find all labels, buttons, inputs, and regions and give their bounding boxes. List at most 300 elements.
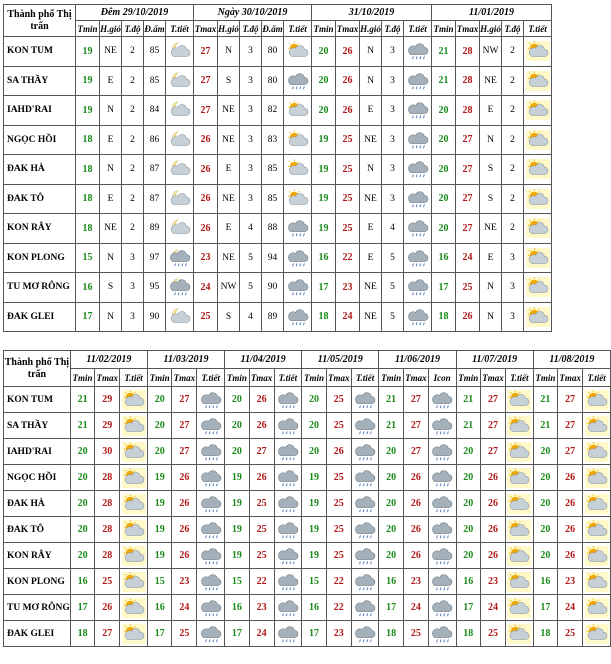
city-name: NGỌC HỒI (4, 465, 71, 491)
cell-value: 3 (382, 155, 404, 185)
tmin-value: 19 (76, 66, 100, 96)
rain-icon (274, 491, 302, 517)
tmin-value: 21 (379, 413, 404, 439)
rain-icon (274, 465, 302, 491)
rain-icon (404, 273, 432, 303)
cell-value: 2 (502, 125, 524, 155)
tmax-value: 25 (194, 302, 218, 332)
tmin-value: 17 (456, 595, 481, 621)
tmin-value: 19 (225, 491, 250, 517)
cell-value: E (480, 96, 502, 126)
partly-sunny-icon (583, 439, 611, 465)
tmax-value: 25 (456, 273, 480, 303)
rain-icon (428, 465, 456, 491)
cell-value: E (218, 155, 240, 185)
rain-icon (284, 243, 312, 273)
cell-value: N (100, 243, 122, 273)
tmax-value: 28 (456, 96, 480, 126)
rain-icon (284, 273, 312, 303)
rain-icon (351, 621, 379, 647)
cell-value: 85 (144, 37, 166, 67)
column-header: H.gió (360, 21, 382, 37)
column-header: H.gió (218, 21, 240, 37)
cloudy-night-icon (166, 243, 194, 273)
tmax-value: 27 (194, 37, 218, 67)
tmax-value: 24 (336, 302, 360, 332)
table-row (4, 543, 611, 569)
tmin-value: 20 (456, 491, 481, 517)
cell-value: E (218, 214, 240, 244)
rain-icon (404, 243, 432, 273)
tmax-value: 30 (95, 439, 120, 465)
tmax-value: 24 (172, 595, 197, 621)
table-row (4, 66, 552, 96)
cell-value: 88 (262, 214, 284, 244)
tmax-value: 27 (403, 387, 428, 413)
cell-value: 2 (122, 37, 144, 67)
cell-value: 5 (240, 273, 262, 303)
tmin-value: 16 (432, 243, 456, 273)
tmax-value: 26 (558, 491, 583, 517)
rain-icon (428, 543, 456, 569)
cell-value: N (100, 96, 122, 126)
table-row (4, 621, 611, 647)
tmin-value: 15 (225, 569, 250, 595)
tmin-value: 19 (147, 491, 172, 517)
tmax-value: 28 (95, 491, 120, 517)
tmax-value: 27 (456, 214, 480, 244)
cell-value: NE (480, 66, 502, 96)
cell-value: 3 (240, 96, 262, 126)
tmin-value: 16 (533, 569, 558, 595)
tmin-value: 15 (147, 569, 172, 595)
tmax-value: 28 (456, 66, 480, 96)
column-header: Tmin (312, 21, 336, 37)
partly-sunny-icon (583, 465, 611, 491)
rain-icon (351, 439, 379, 465)
rain-icon (197, 387, 225, 413)
rain-icon (274, 413, 302, 439)
cell-value: E (100, 125, 122, 155)
tmin-value: 19 (76, 96, 100, 126)
tmin-value: 18 (76, 125, 100, 155)
column-header: Tmin (302, 369, 327, 387)
tmin-value: 16 (76, 273, 100, 303)
forecast-table-short-term (3, 4, 552, 332)
tmax-value: 26 (95, 595, 120, 621)
column-header: Tmin (456, 369, 481, 387)
tmin-value: 20 (456, 465, 481, 491)
tmax-value: 25 (326, 413, 351, 439)
tmin-value: 17 (312, 273, 336, 303)
cell-value: 3 (240, 66, 262, 96)
tmax-value: 28 (95, 517, 120, 543)
rain-icon (274, 439, 302, 465)
tmin-value: 20 (379, 543, 404, 569)
table-row (4, 125, 552, 155)
tmin-value: 16 (312, 243, 336, 273)
partly-sunny-icon (505, 439, 533, 465)
partly-sunny-icon (120, 439, 148, 465)
tmax-value: 28 (95, 543, 120, 569)
tmax-value: 27 (558, 413, 583, 439)
column-header: T.độ (122, 21, 144, 37)
partly-sunny-icon (583, 413, 611, 439)
cell-value: 3 (240, 125, 262, 155)
rain-icon (284, 302, 312, 332)
tmax-value: 25 (558, 621, 583, 647)
tmin-value: 20 (533, 439, 558, 465)
cell-value: 2 (122, 66, 144, 96)
cell-value: 2 (502, 214, 524, 244)
tmax-value: 28 (95, 465, 120, 491)
tmin-value: 20 (312, 66, 336, 96)
tmax-value: 27 (403, 413, 428, 439)
cell-value: NW (218, 273, 240, 303)
table-row (4, 96, 552, 126)
rain-icon (404, 96, 432, 126)
period-header: Đêm 29/10/2019 (76, 5, 194, 21)
tmin-value: 19 (225, 517, 250, 543)
tmin-value: 18 (456, 621, 481, 647)
tmin-value: 20 (432, 96, 456, 126)
rain-icon (197, 621, 225, 647)
tmax-value: 23 (558, 569, 583, 595)
city-name: KON PLONG (4, 243, 76, 273)
partly-sunny-icon (583, 387, 611, 413)
cell-value: 2 (122, 214, 144, 244)
column-header: Icon (428, 369, 456, 387)
partly-sunny-icon (524, 37, 552, 67)
tmin-value: 18 (312, 302, 336, 332)
rain-icon (351, 569, 379, 595)
tmax-value: 27 (194, 96, 218, 126)
rain-icon (274, 595, 302, 621)
tmin-value: 20 (432, 155, 456, 185)
tmin-value: 15 (76, 243, 100, 273)
tmax-value: 27 (172, 439, 197, 465)
city-name: SA THẦY (4, 66, 76, 96)
partly-sunny-icon (120, 387, 148, 413)
column-header: T.tiết (166, 21, 194, 37)
city-name: KON TUM (4, 387, 71, 413)
cell-value: 87 (144, 184, 166, 214)
tmax-value: 26 (172, 517, 197, 543)
tmin-value: 20 (225, 413, 250, 439)
tmax-value: 26 (336, 66, 360, 96)
tmin-value: 16 (302, 595, 327, 621)
tmin-value: 18 (70, 621, 95, 647)
column-header: T.độ (502, 21, 524, 37)
column-header: Tmax (456, 21, 480, 37)
cell-value: E (100, 66, 122, 96)
tmin-value: 20 (533, 543, 558, 569)
rain-icon (351, 387, 379, 413)
cell-value: 3 (382, 96, 404, 126)
tmin-value: 20 (70, 517, 95, 543)
tmax-value: 24 (403, 595, 428, 621)
partly-sunny-icon (583, 595, 611, 621)
period-header: 11/03/2019 (147, 351, 224, 369)
tmax-value: 27 (95, 621, 120, 647)
cell-value: 2 (502, 155, 524, 185)
cell-value: 84 (144, 96, 166, 126)
rain-icon (428, 621, 456, 647)
tmin-value: 20 (312, 96, 336, 126)
table-row (4, 155, 552, 185)
tmin-value: 19 (312, 155, 336, 185)
tmin-value: 21 (432, 37, 456, 67)
column-header: Tmin (70, 369, 95, 387)
partly-sunny-icon (120, 569, 148, 595)
rain-icon (197, 517, 225, 543)
tmin-value: 16 (70, 569, 95, 595)
table-row (4, 37, 552, 67)
city-name: IAHD'RAI (4, 439, 71, 465)
tmin-value: 20 (533, 517, 558, 543)
tmax-value: 22 (326, 569, 351, 595)
tmax-value: 27 (172, 387, 197, 413)
column-header: Tmax (326, 369, 351, 387)
rain-icon (428, 387, 456, 413)
column-header: Tmin (147, 369, 172, 387)
tmax-value: 29 (95, 413, 120, 439)
rain-icon (404, 155, 432, 185)
tmin-value: 19 (147, 543, 172, 569)
cell-value: NE (100, 37, 122, 67)
rain-icon (428, 595, 456, 621)
cell-value: 97 (144, 243, 166, 273)
cell-value: 4 (382, 214, 404, 244)
tmax-value: 26 (456, 302, 480, 332)
tmax-value: 26 (326, 439, 351, 465)
cell-value: N (100, 302, 122, 332)
cell-value: NE (218, 125, 240, 155)
partly-sunny-icon (583, 491, 611, 517)
rain-icon (197, 491, 225, 517)
rain-icon (197, 465, 225, 491)
tmax-value: 24 (194, 273, 218, 303)
tmin-value: 20 (456, 517, 481, 543)
cell-value: 85 (262, 155, 284, 185)
column-header: T.tiết (524, 21, 552, 37)
tmin-value: 17 (147, 621, 172, 647)
tmin-value: 20 (432, 184, 456, 214)
partly-sunny-icon (524, 155, 552, 185)
rain-icon (197, 413, 225, 439)
partly-sunny-icon (583, 569, 611, 595)
cell-value: 3 (502, 243, 524, 273)
cell-value: 89 (144, 214, 166, 244)
cell-value: E (360, 96, 382, 126)
tmin-value: 19 (302, 543, 327, 569)
table-row (4, 387, 611, 413)
column-header: T.tiết (284, 21, 312, 37)
partly-sunny-icon (524, 214, 552, 244)
column-header: T.tiết (404, 21, 432, 37)
rain-icon (351, 491, 379, 517)
cell-value: 83 (262, 125, 284, 155)
tmin-value: 17 (70, 595, 95, 621)
column-header: T.độ (240, 21, 262, 37)
partly-sunny-icon (505, 595, 533, 621)
rain-icon (404, 214, 432, 244)
partly-cloudy-night-icon (166, 155, 194, 185)
cell-value: N (480, 302, 502, 332)
column-header: Đ.ẩm (262, 21, 284, 37)
cell-value: 85 (262, 184, 284, 214)
tmin-value: 21 (533, 387, 558, 413)
cell-value: NE (360, 302, 382, 332)
column-header: Tmax (172, 369, 197, 387)
table-row (4, 243, 552, 273)
cell-value: 2 (502, 96, 524, 126)
tmin-value: 19 (312, 184, 336, 214)
tmax-value: 25 (326, 543, 351, 569)
rain-icon (404, 125, 432, 155)
tmin-value: 21 (456, 387, 481, 413)
cell-value: 5 (382, 273, 404, 303)
tmin-value: 20 (302, 439, 327, 465)
partly-cloudy-night-icon (166, 214, 194, 244)
city-name: ĐAK HÀ (4, 491, 71, 517)
rain-icon (428, 517, 456, 543)
cell-value: 3 (240, 37, 262, 67)
tmin-value: 20 (147, 413, 172, 439)
rain-icon (404, 37, 432, 67)
tmax-value: 25 (95, 569, 120, 595)
partly-cloudy-icon (284, 155, 312, 185)
cell-value: NE (360, 125, 382, 155)
tmin-value: 19 (76, 37, 100, 67)
column-header: Tmin (76, 21, 100, 37)
period-header: 11/02/2019 (70, 351, 147, 369)
city-name: KON TUM (4, 37, 76, 67)
table-row (4, 439, 611, 465)
rain-icon (274, 517, 302, 543)
tmax-value: 27 (403, 439, 428, 465)
tmax-value: 25 (403, 621, 428, 647)
table-row (4, 517, 611, 543)
tmin-value: 16 (225, 595, 250, 621)
cell-value: 4 (240, 302, 262, 332)
tmax-value: 27 (558, 387, 583, 413)
rain-icon (404, 184, 432, 214)
tmin-value: 20 (379, 517, 404, 543)
city-name: ĐAK TÔ (4, 184, 76, 214)
cell-value: 94 (262, 243, 284, 273)
city-name: KON RẪY (4, 543, 71, 569)
city-name: KON RẪY (4, 214, 76, 244)
tmax-value: 26 (403, 543, 428, 569)
partly-sunny-icon (505, 543, 533, 569)
cell-value: N (480, 125, 502, 155)
city-name: SA THẦY (4, 413, 71, 439)
period-header: 11/07/2019 (456, 351, 533, 369)
partly-cloudy-night-icon (166, 125, 194, 155)
tmin-value: 18 (432, 302, 456, 332)
tmin-value: 20 (302, 413, 327, 439)
tmax-value: 27 (481, 413, 506, 439)
tmax-value: 25 (336, 155, 360, 185)
table-row (4, 465, 611, 491)
tmin-value: 20 (147, 439, 172, 465)
tmax-value: 26 (481, 465, 506, 491)
cloudy-night-icon (166, 273, 194, 303)
tmin-value: 20 (533, 465, 558, 491)
cell-value: 3 (502, 302, 524, 332)
column-header: T.tiết (120, 369, 148, 387)
tmax-value: 26 (249, 465, 274, 491)
rain-icon (404, 66, 432, 96)
cell-value: E (100, 184, 122, 214)
tmax-value: 26 (403, 491, 428, 517)
rain-icon (284, 214, 312, 244)
cell-value: NW (480, 37, 502, 67)
tmax-value: 23 (403, 569, 428, 595)
rain-icon (351, 517, 379, 543)
tmin-value: 19 (302, 465, 327, 491)
rain-icon (274, 621, 302, 647)
tmax-value: 26 (558, 517, 583, 543)
cell-value: 80 (262, 37, 284, 67)
cell-value: 90 (262, 273, 284, 303)
cell-value: 5 (382, 302, 404, 332)
period-header: 11/01/2019 (432, 5, 552, 21)
cell-value: 5 (240, 243, 262, 273)
partly-sunny-icon (583, 621, 611, 647)
rain-icon (428, 439, 456, 465)
tmin-value: 16 (147, 595, 172, 621)
tmax-value: 25 (326, 517, 351, 543)
tmax-value: 26 (194, 155, 218, 185)
column-header: Tmax (481, 369, 506, 387)
cell-value: NE (218, 184, 240, 214)
rain-icon (274, 543, 302, 569)
cell-value: 3 (502, 273, 524, 303)
cell-value: 3 (382, 184, 404, 214)
partly-sunny-icon (120, 517, 148, 543)
cell-value: NE (218, 96, 240, 126)
rain-icon (351, 413, 379, 439)
tmin-value: 18 (379, 621, 404, 647)
tmin-value: 20 (70, 465, 95, 491)
tmax-value: 22 (249, 569, 274, 595)
cell-value: NE (480, 214, 502, 244)
table-row (4, 214, 552, 244)
cell-value: 3 (382, 125, 404, 155)
tmax-value: 29 (95, 387, 120, 413)
tmin-value: 19 (302, 491, 327, 517)
cell-value: 4 (240, 214, 262, 244)
cell-value: 2 (502, 66, 524, 96)
tmin-value: 19 (225, 465, 250, 491)
city-name: TU MƠ RÔNG (4, 595, 71, 621)
tmin-value: 21 (456, 413, 481, 439)
tmax-value: 25 (481, 621, 506, 647)
tmin-value: 17 (533, 595, 558, 621)
partly-sunny-icon (505, 517, 533, 543)
tmax-value: 26 (403, 465, 428, 491)
tmin-value: 20 (302, 387, 327, 413)
tmin-value: 20 (70, 543, 95, 569)
tmax-value: 25 (249, 517, 274, 543)
rain-icon (274, 569, 302, 595)
partly-sunny-icon (505, 569, 533, 595)
cell-value: 2 (502, 37, 524, 67)
partly-cloudy-night-icon (166, 37, 194, 67)
tmax-value: 23 (172, 569, 197, 595)
